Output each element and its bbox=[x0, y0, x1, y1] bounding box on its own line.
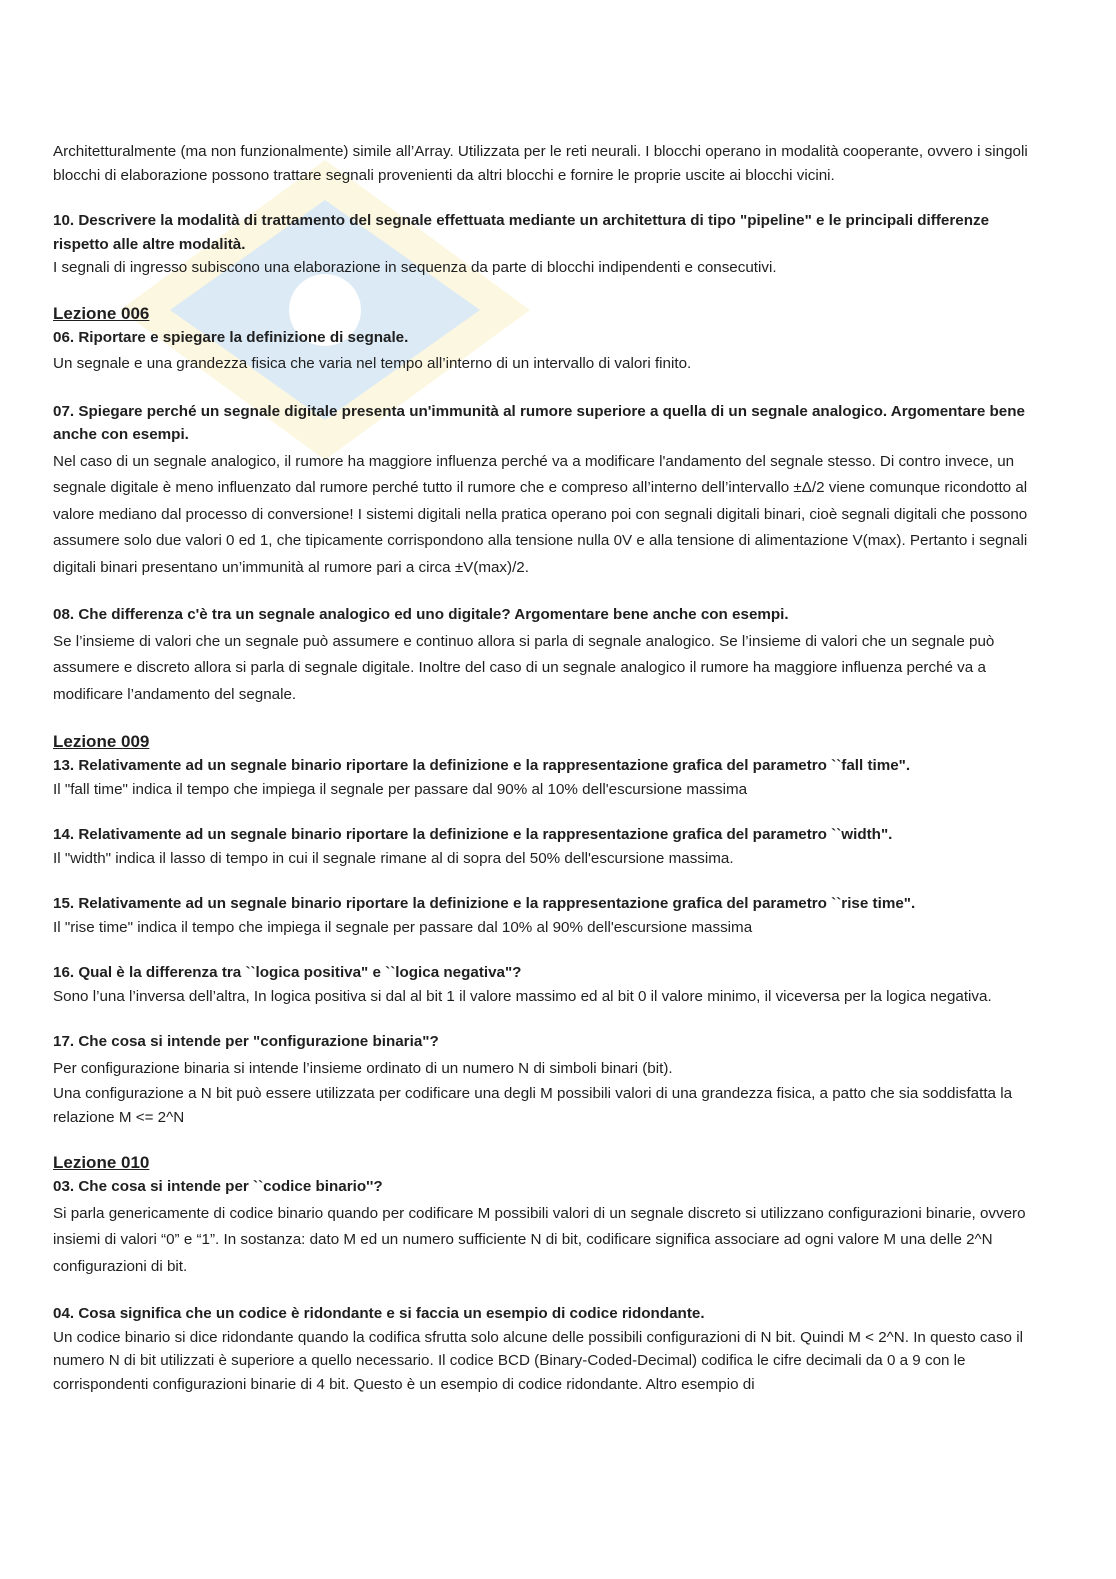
answer-16: Sono l’una l’inversa dell’altra, In logica positiva si dal al bit 1 il valore massimo ed al bit 0 il valore minimo, il viceversa per la logica negativa. bbox=[53, 987, 992, 1005]
answer-17-part-2: Una configurazione a N bit può essere utilizzata per codificare una degli M possibili valori di una grandezza fisica, a patto che sia soddisfatta la relazione M <= 2^N bbox=[53, 1085, 1013, 1126]
answer-17-part-1: Per configurazione binaria si intende l’insieme ordinato di un numero N di simboli binari (bit). bbox=[53, 1059, 673, 1077]
answer-10: I segnali di ingresso subiscono una elaborazione in sequenza da parte di blocchi indipendenti e consecutivi. bbox=[53, 259, 777, 276]
answer-14: Il "width" indica il lasso di tempo in cui il segnale rimane al di sopra del 50% dell'escursione massima. bbox=[53, 849, 734, 867]
answer-03: Si parla genericamente di codice binario quando per codificare M possibili valori di un segnale discreto si utilizzano configurazioni binarie, ovvero insiemi di valori “0” e “1”. In sostanza: dato M ed un numero sufficiente N di bit, codificare significa associare ad ogni valore M una delle 2^N configurazioni di bit. bbox=[53, 1204, 1026, 1275]
question-14: 14. Relativamente ad un segnale binario riportare la definizione e la rappresentazione grafica del parametro ``width". bbox=[53, 826, 893, 843]
question-15: 15. Relativamente ad un segnale binario riportare la definizione e la rappresentazione grafica del parametro ``rise time". bbox=[53, 895, 916, 912]
question-08: 08. Che differenza c'è tra un segnale analogico ed uno digitale? Argomentare bene anche con esempi. bbox=[53, 606, 789, 623]
answer-15: Il "rise time" indica il tempo che impiega il segnale per passare dal 10% al 90% dell'escursione massima bbox=[53, 918, 753, 936]
question-17: 17. Che cosa si intende per "configurazione binaria"? bbox=[53, 1033, 439, 1050]
intro-paragraph: Architetturalmente (ma non funzionalmente) simile all’Array. Utilizzata per le reti neurali. I blocchi operano in modalità cooperante, ovvero i singoli blocchi di elaborazione possono trattare segnali provenienti da altri blocchi e fornire le proprie uscite ai blocchi vicini. bbox=[53, 143, 1028, 184]
answer-04: Un codice binario si dice ridondante quando la codifica sfrutta solo alcune delle possibili configurazioni di N bit. Quindi M < 2^N. In questo caso il numero N di bit utilizzati è superiore a quello necessario. Il codice BCD (Binary-Coded-Decimal) codifica le cifre decimali da 0 a 9 con le corrispondenti configurazioni binarie di 4 bit. Questo è un esempio di codice ridondante. Altro esempio di bbox=[53, 1328, 1023, 1393]
answer-08: Se l’insieme di valori che un segnale può assumere e continuo allora si parla di segnale analogico. Se l’insieme di valori che un segnale può assumere e discreto allora si parla di segnale digitale. Inoltre del caso di un segnale analogico il rumore ha maggiore influenza perché va a modificare l’andamento del segnale. bbox=[53, 632, 995, 703]
answer-13: Il "fall time" indica il tempo che impiega il segnale per passare dal 90% al 10% dell'escursione massima bbox=[53, 780, 748, 798]
answer-07: Nel caso di un segnale analogico, il rumore ha maggiore influenza perché va a modificare l'andamento del segnale stesso. Di contro invece, un segnale digitale è meno influenzato dal rumore perché tutto il rumore che e compreso all’interno dell’intervallo ±Δ/2 viene comunque ricondotto al valore mediano dal processo di conversione! I sistemi digitali nella pratica operano poi con segnali digitali binari, cioè segnali digitali che possono assumere solo due valori 0 ed 1, che tipicamente corrispondono alla tensione nulla 0V e alla tensione di alimentazione V(max). Pertanto i segnali digitali binari presentano un’immunità al rumore pari a circa ±V(max)/2. bbox=[53, 452, 1028, 576]
lesson-009-heading: Lezione 009 bbox=[53, 732, 150, 751]
question-04: 04. Cosa significa che un codice è ridondante e si faccia un esempio di codice ridondante. bbox=[53, 1305, 705, 1322]
answer-06: Un segnale e una grandezza fisica che varia nel tempo all’interno di un intervallo di valori finito. bbox=[53, 355, 692, 372]
question-10: 10. Descrivere la modalità di trattamento del segnale effettuata mediante un architettura di tipo "pipeline" e le principali differenze rispetto alle altre modalità. bbox=[53, 212, 990, 253]
document-page bbox=[53, 140, 1043, 1396]
question-13: 13. Relativamente ad un segnale binario riportare la definizione e la rappresentazione grafica del parametro ``fall time". bbox=[53, 757, 911, 774]
question-07: 07. Spiegare perché un segnale digitale presenta un'immunità al rumore superiore a quella di un segnale analogico. Argomentare bene anche con esempi. bbox=[53, 402, 1025, 443]
lesson-006-heading: Lezione 006 bbox=[53, 303, 150, 323]
lesson-010-heading: Lezione 010 bbox=[53, 1153, 150, 1172]
question-06: 06. Riportare e spiegare la definizione di segnale. bbox=[53, 328, 409, 346]
question-03: 03. Che cosa si intende per ``codice binario''? bbox=[53, 1178, 383, 1195]
question-16: 16. Qual è la differenza tra ``logica positiva" e ``logica negativa"? bbox=[53, 964, 522, 981]
